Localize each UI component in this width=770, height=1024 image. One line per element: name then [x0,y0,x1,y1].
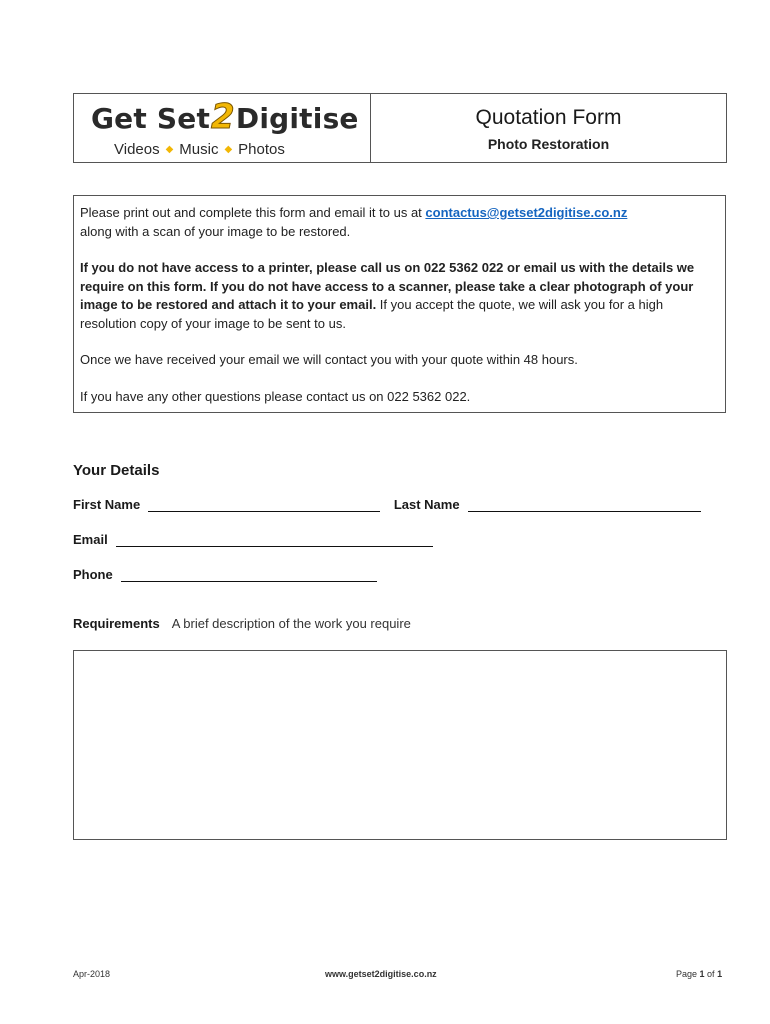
phone-row [73,567,377,582]
phone-label: Phone [73,567,113,582]
instructions-paragraph-4: If you have any other questions please contact us on 022 5362 022. [80,388,471,404]
tagline-videos: Videos [114,141,160,158]
diamond-icon: ◆ [224,144,233,155]
requirements-label: Requirements [73,616,160,631]
page-prefix: Page [676,969,700,979]
title-cell [371,94,726,162]
requirements-row [73,616,411,631]
requirements-hint: A brief description of the work you require [171,616,411,631]
logo-text-2: 2 [211,97,235,137]
page-current: 1 [699,969,705,979]
instructions-text: If you accept the quote, we will ask you for a high resolution copy of your image to be sent to us. [80,297,664,331]
logo-text-get-set: Get Set [91,102,211,135]
your-details-heading: Your Details [73,462,160,479]
last-name-field[interactable] [468,497,701,512]
tagline-music: Music [179,141,219,158]
first-name-label: First Name [73,497,141,512]
logo-text-digitise: Digitise [235,102,359,135]
page-of: of [704,969,718,979]
requirements-textarea[interactable] [73,650,727,840]
page-total: 1 [717,969,723,979]
form-title: Quotation Form [475,106,622,129]
email-row [73,532,433,547]
instructions-text: Please print out and complete this form and email it to us at [80,205,426,220]
diamond-icon: ◆ [165,144,174,155]
first-name-field[interactable] [148,497,380,512]
instructions-paragraph-1 [80,204,719,241]
tagline-photos: Photos [238,141,285,158]
logo [74,94,371,162]
logo-tagline [114,141,285,158]
email-label: Email [73,532,108,547]
footer-date: Apr-2018 [73,969,111,979]
name-row [73,497,701,512]
email-field[interactable] [116,532,433,547]
form-subtitle: Photo Restoration [487,136,610,152]
instructions-paragraph-2 [80,259,719,333]
phone-field[interactable] [121,567,377,582]
email-link[interactable]: contactus@getset2digitise.co.nz [425,205,628,220]
instructions-text: along with a scan of your image to be restored. [80,223,351,239]
header-box [73,93,727,163]
instructions-bold-text: If you do not have access to a printer, please call us on 022 5362 022 or email us with the details we require on this form. If you do not have access to a scanner, please take a clear photograph of your image to be restored and attach it to your email. [80,260,695,312]
footer-website: www.getset2digitise.co.nz [325,969,437,979]
instructions-paragraph-3: Once we have received your email we will contact you with your quote within 48 hours. [80,352,578,367]
footer-page-number [676,969,722,979]
logo-wordmark [91,97,359,137]
instructions-box [73,195,726,413]
last-name-label: Last Name [393,497,460,512]
